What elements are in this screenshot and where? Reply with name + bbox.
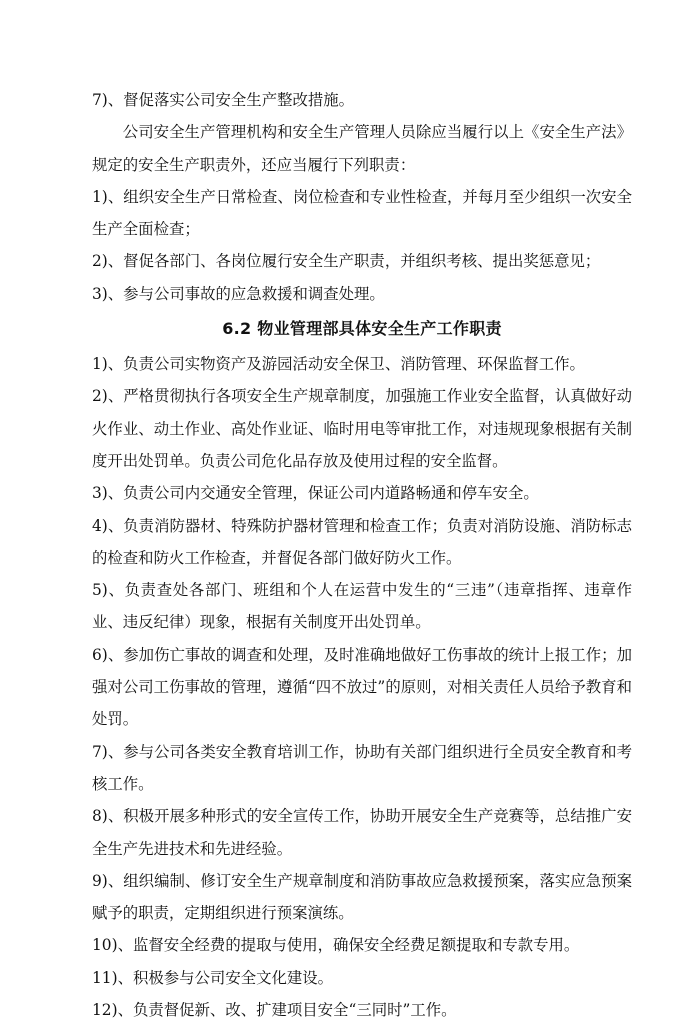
section-item: 4)、负责消防器材、特殊防护器材管理和检查工作；负责对消防设施、消防标志的检查和防火工作检查，并督促各部门做好防火工作。 bbox=[92, 516, 632, 567]
duty-item: 2)、督促各部门、各岗位履行安全生产职责，并组织考核、提出奖惩意见； bbox=[92, 252, 601, 271]
intro-item-7: 7)、督促落实公司安全生产整改措施。 bbox=[92, 91, 355, 109]
section-item: 12)、负责督促新、改、扩建项目安全“三同时”工作。 bbox=[92, 1001, 457, 1020]
section-item: 9)、组织编制、修订安全生产规章制度和消防事故应急救援预案，落实应急预案赋予的职责，定期组织进行预案演练。 bbox=[92, 871, 632, 923]
section-item: 11)、积极参与公司安全文化建设。 bbox=[92, 968, 334, 987]
section-item: 3)、负责公司内交通安全管理，保证公司内道路畅通和停车安全。 bbox=[92, 484, 539, 503]
intro-paragraph: 公司安全生产管理机构和安全生产管理人员除应当履行以上《安全生产法》规定的安全生产职责外，还应当履行下列职责： bbox=[92, 123, 632, 174]
section-item: 5)、负责查处各部门、班组和个人在运营中发生的“三违”（违章指挥、违章作业、违反纪律）现象，根据有关制度开出处罚单。 bbox=[92, 581, 632, 632]
duty-item: 1)、组织安全生产日常检查、岗位检查和专业性检查，并每月至少组织一次安全生产全面检查； bbox=[92, 187, 632, 239]
section-item: 8)、积极开展多种形式的安全宣传工作，协助开展安全生产竞赛等，总结推广安全生产先进技术和先进经验。 bbox=[92, 807, 632, 858]
section-item: 7)、参与公司各类安全教育培训工作，协助有关部门组织进行全员安全教育和考核工作。 bbox=[92, 742, 632, 793]
document-page bbox=[92, 84, 632, 1026]
section-item: 1)、负责公司实物资产及游园活动安全保卫、消防管理、环保监督工作。 bbox=[92, 355, 585, 374]
section-item: 2)、严格贯彻执行各项安全生产规章制度，加强施工作业安全监督，认真做好动火作业、动土作业、高处作业证、临时用电等审批工作，对违规现象根据有关制度开出处罚单。负责公司危化品存放及使用过程的安全监督。 bbox=[92, 387, 632, 470]
section-item: 10)、监督安全经费的提取与使用，确保安全经费足额提取和专款专用。 bbox=[92, 936, 580, 955]
duty-item: 3)、参与公司事故的应急救援和调查处理。 bbox=[92, 284, 385, 303]
section-heading: 6.2 物业管理部具体安全生产工作职责 bbox=[222, 319, 502, 339]
section-item: 6)、参加伤亡事故的调查和处理，及时准确地做好工伤事故的统计上报工作；加强对公司工伤事故的管理，遵循“四不放过”的原则，对相关责任人员给予教育和处罚。 bbox=[92, 645, 632, 729]
